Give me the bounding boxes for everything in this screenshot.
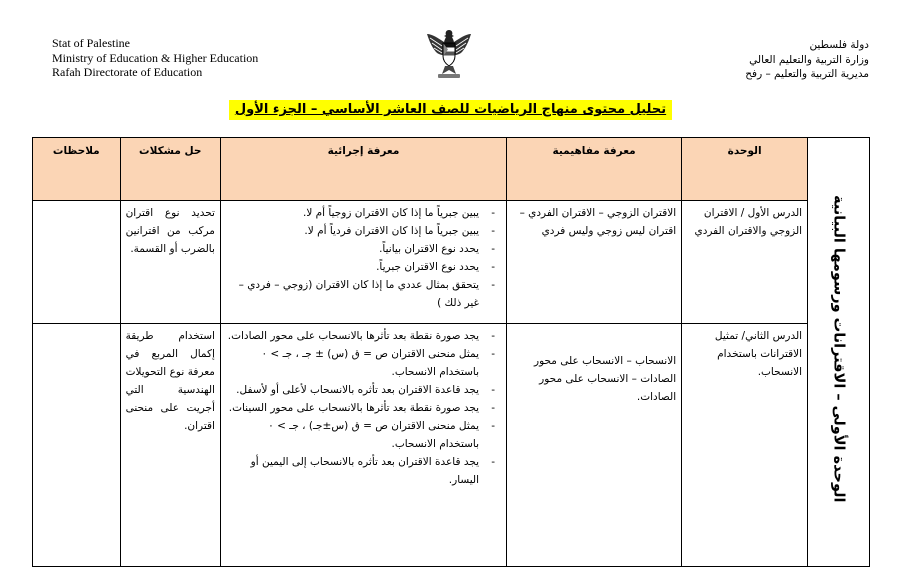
row2-procedural	[220, 324, 506, 567]
row1-procedural-list	[226, 204, 501, 312]
row2-notes	[33, 324, 121, 567]
arabic-letterhead	[649, 38, 869, 82]
list-item: - يجد صورة نقطة بعد تأثرها بالانسحاب على محور الصادات.	[226, 327, 479, 345]
list-item: - يبين جبرياً ما إذا كان الاقتران زوجياً أم لا.	[226, 204, 479, 222]
header-procedural: معرفة إجرائية	[220, 138, 506, 201]
letterhead-line-ministry-ar: وزارة التربية والتعليم العالي	[749, 53, 869, 66]
list-item: - يحدد نوع الاقتران جبرياً.	[226, 258, 479, 276]
title-container	[0, 98, 901, 120]
letterhead-line-ministry: Ministry of Education & Higher Education	[52, 50, 259, 65]
list-item: - يجد صورة نقطة بعد تأثرها بالانسحاب على محور السينات.	[226, 399, 479, 417]
table-header-row	[33, 138, 870, 201]
english-letterhead	[52, 36, 312, 80]
row1-unit: الدرس الأول / الاقتران الزوجي والاقتران الفردي	[682, 201, 808, 324]
palestine-eagle-emblem-icon	[424, 24, 474, 80]
header-notes: ملاحظات	[33, 138, 121, 201]
table-row	[33, 324, 870, 567]
letterhead-line-directorate: Rafah Directorate of Education	[52, 65, 203, 79]
row1-procedural	[220, 201, 506, 324]
row2-procedural-list	[226, 327, 501, 489]
unit-side-label-cell	[808, 138, 870, 567]
letterhead-line-directorate-ar: مديرية التربية والتعليم – رفح	[745, 68, 869, 80]
list-item: - يبين جبرياً ما إذا كان الاقتران فردياً أم لا.	[226, 222, 479, 240]
header-unit: الوحدة	[682, 138, 808, 201]
unit-side-label: الوحدة الأولى – الاقترانات ورسومها البيانية	[830, 195, 847, 503]
letterhead-line-state-ar: دولة فلسطين	[809, 39, 869, 51]
table-row	[33, 201, 870, 324]
header-conceptual: معرفة مفاهيمية	[507, 138, 682, 201]
content-analysis-table	[32, 137, 870, 567]
list-item: - يجد قاعدة الاقتران بعد تأثره بالانسحاب لأعلى أو لأسفل.	[226, 381, 479, 399]
list-item: - يجد قاعدة الاقتران بعد تأثره بالانسحاب إلى اليمين أو اليسار.	[226, 453, 479, 489]
row2-problem-solving: استخدام طريقة إكمال المربع في معرفة نوع التحويلات الهندسية التي أجريت على منحنى اقتران.	[120, 324, 220, 567]
row1-notes	[33, 201, 121, 324]
list-item: - يتحقق بمثال عددي ما إذا كان الاقتران (زوجي – فردي – غير ذلك )	[226, 276, 479, 312]
row2-conceptual: الانسحاب – الانسحاب على محور الصادات – الانسحاب على محور الصادات.	[507, 324, 682, 567]
document-title: تحليل محتوى منهاج الرياضيات للصف العاشر الأساسي – الجزء الأول	[229, 100, 672, 120]
letterhead-line-state: Stat of Palestine	[52, 36, 130, 50]
list-item: - يمثل منحنى الاقتران ص = ق (س±جـ) ، جـ > ٠ باستخدام الانسحاب.	[226, 417, 479, 453]
list-item: - يحدد نوع الاقتران بيانياً.	[226, 240, 479, 258]
list-item: - يمثل منحنى الاقتران ص = ق (س) ± جـ ، جـ > ٠ باستخدام الانسحاب.	[226, 345, 479, 381]
header-problem-solving: حل مشكلات	[120, 138, 220, 201]
row2-unit: الدرس الثاني/ تمثيل الاقترانات باستخدام الانسحاب.	[682, 324, 808, 567]
row1-problem-solving: تحديد نوع اقتران مركب من اقترانين بالضرب أو القسمة.	[120, 201, 220, 324]
row1-conceptual: الاقتران الزوجي – الاقتران الفردي – اقتران ليس زوجي وليس فردي	[507, 201, 682, 324]
